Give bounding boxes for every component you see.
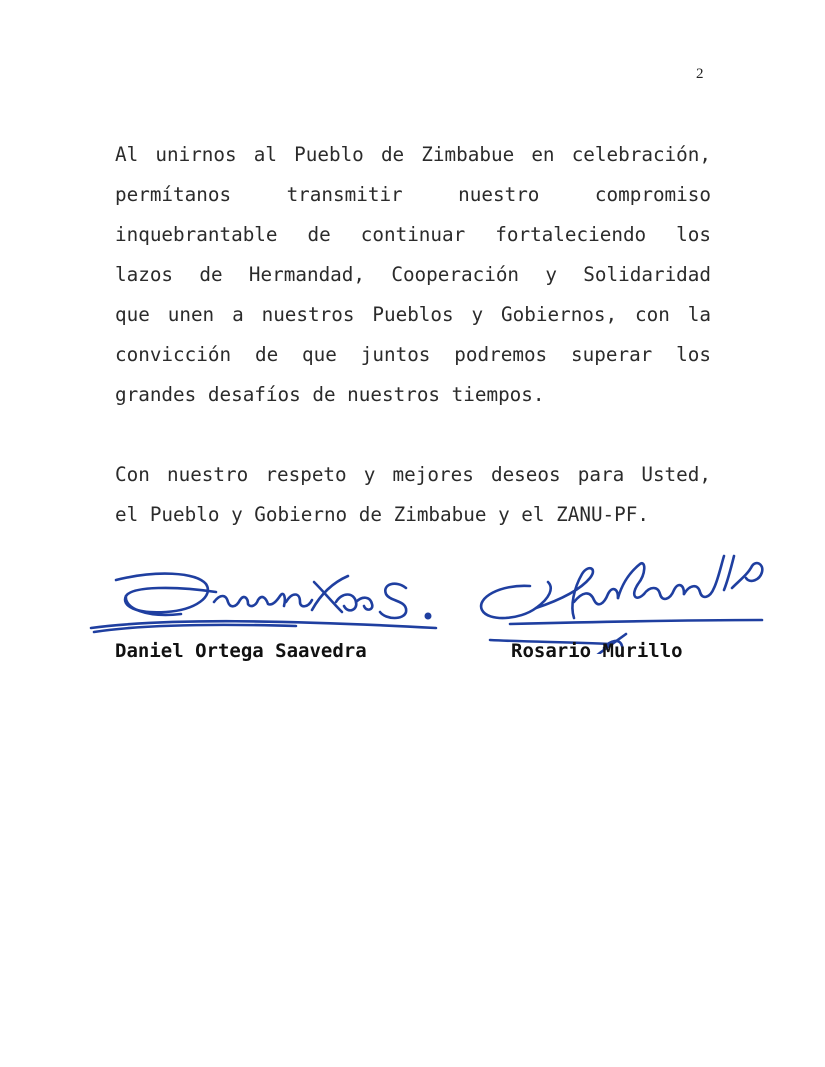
signer-name: Rosario Murillo [511,640,683,662]
signature-rosario-murillo [470,544,770,654]
paragraph-line: el Pueblo y Gobierno de Zimbabue y el ZANU-PF. [115,503,649,526]
paragraph-line: que unen a nuestros Pueblos y Gobiernos, con la [115,303,711,326]
paragraph-line: inquebrantable de continuar fortaleciendo los [115,223,711,246]
page-number: 2 [696,66,704,82]
signer-name: Daniel Ortega Saavedra [115,640,367,662]
paragraph-line: Con nuestro respeto y mejores deseos para Usted, [115,463,711,486]
paragraph-line: lazos de Hermandad, Cooperación y Solidaridad [115,263,711,286]
paragraph-line: grandes desafíos de nuestros tiempos. [115,383,545,406]
paragraph-line: permítanos transmitir nuestro compromiso [115,183,711,206]
body-paragraph-2 [115,455,711,535]
signature-daniel-ortega [86,562,446,642]
paragraph-line: convicción de que juntos podremos superar los [115,343,711,366]
body-paragraph-1 [115,135,711,415]
paragraph-line: Al unirnos al Pueblo de Zimbabue en celebración, [115,143,711,166]
